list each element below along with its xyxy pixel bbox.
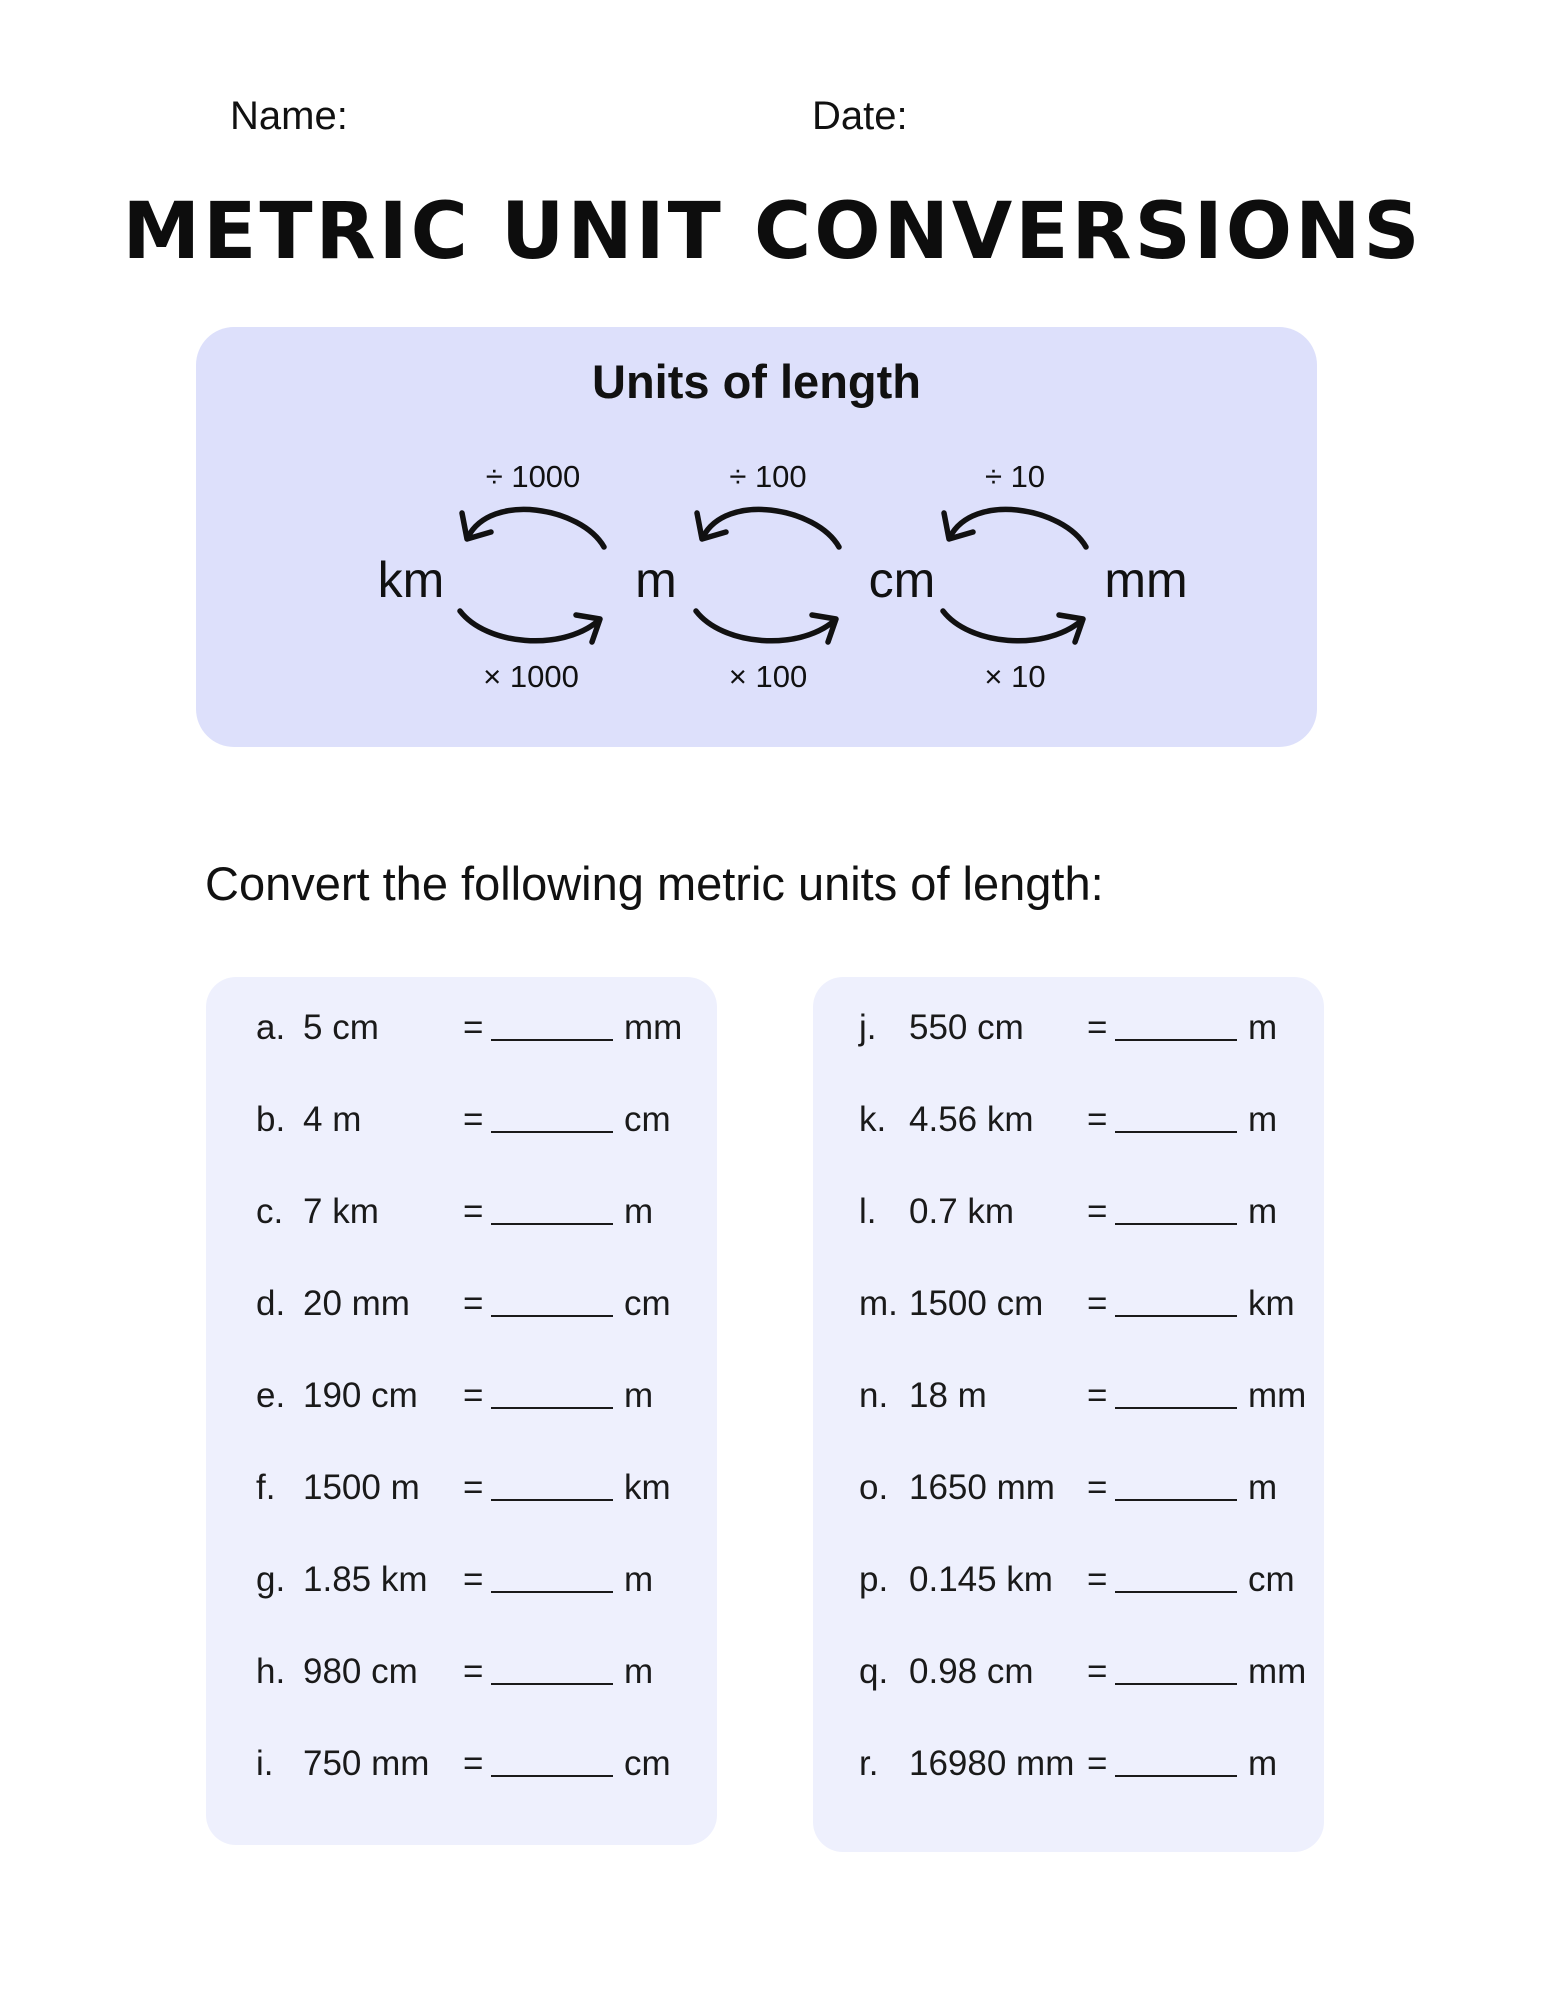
problem-row (813, 1003, 1324, 1053)
multiply-label-10: × 10 (984, 659, 1046, 694)
problem-quantity: 1500 m (303, 1468, 420, 1507)
problem-quantity: 4 m (303, 1100, 362, 1139)
target-unit: m (624, 1376, 654, 1415)
answer-blank[interactable] (1115, 1039, 1237, 1041)
problem-row (206, 1187, 717, 1237)
problem-row (206, 1279, 717, 1329)
problem-row (206, 1095, 717, 1145)
target-unit: m (1248, 1468, 1278, 1507)
equals-sign: = (463, 1468, 484, 1507)
problem-quantity: 5 cm (303, 1008, 379, 1047)
problems-panel-left (206, 977, 717, 1845)
multiply-arrow-icon (943, 611, 1083, 642)
problem-quantity: 980 cm (303, 1652, 418, 1691)
equals-sign: = (463, 1652, 484, 1691)
equals-sign: = (1087, 1560, 1108, 1599)
target-unit: m (1248, 1100, 1278, 1139)
problem-row (813, 1739, 1324, 1789)
problem-row (813, 1095, 1324, 1145)
answer-blank[interactable] (491, 1315, 613, 1317)
problem-letter: a. (256, 1008, 286, 1047)
problem-quantity: 18 m (909, 1376, 987, 1415)
problem-letter: c. (256, 1192, 284, 1231)
answer-blank[interactable] (491, 1131, 613, 1133)
unit-cm: cm (868, 552, 936, 608)
problem-row (813, 1371, 1324, 1421)
problem-quantity: 550 cm (909, 1008, 1024, 1047)
equals-sign: = (463, 1192, 484, 1231)
answer-blank[interactable] (1115, 1683, 1237, 1685)
answer-blank[interactable] (491, 1407, 613, 1409)
answer-blank[interactable] (491, 1775, 613, 1777)
worksheet-title: METRIC UNIT CONVERSIONS (122, 187, 1423, 277)
answer-blank[interactable] (491, 1499, 613, 1501)
problem-row (206, 1003, 717, 1053)
target-unit: m (1248, 1744, 1278, 1783)
problem-quantity: 1500 cm (909, 1284, 1044, 1323)
problem-quantity: 20 mm (303, 1284, 410, 1323)
divide-arrow-icon (697, 509, 839, 547)
divide-label-1000: ÷ 1000 (485, 459, 581, 494)
answer-blank[interactable] (491, 1039, 613, 1041)
answer-blank[interactable] (1115, 1591, 1237, 1593)
problem-row (813, 1555, 1324, 1605)
date-label: Date: (812, 94, 908, 138)
equals-sign: = (1087, 1100, 1108, 1139)
problem-row (206, 1463, 717, 1513)
target-unit: m (624, 1560, 654, 1599)
target-unit: mm (624, 1008, 683, 1047)
problem-letter: h. (256, 1652, 286, 1691)
divide-arrow-icon (462, 509, 604, 547)
problem-quantity: 0.145 km (909, 1560, 1053, 1599)
problem-row (813, 1647, 1324, 1697)
problem-letter: f. (256, 1468, 276, 1507)
problem-quantity: 4.56 km (909, 1100, 1034, 1139)
equals-sign: = (463, 1284, 484, 1323)
problem-letter: o. (859, 1468, 889, 1507)
problem-letter: k. (859, 1100, 887, 1139)
target-unit: mm (1248, 1652, 1307, 1691)
name-label: Name: (230, 94, 348, 138)
divide-label-10: ÷ 10 (984, 459, 1046, 494)
problem-letter: e. (256, 1376, 286, 1415)
problem-letter: n. (859, 1376, 889, 1415)
problem-row (206, 1371, 717, 1421)
units-box-title: Units of length (592, 355, 921, 408)
conversion-diagram (196, 327, 1317, 747)
divide-label-100: ÷ 100 (729, 459, 807, 494)
multiply-label-1000: × 1000 (483, 659, 579, 694)
equals-sign: = (463, 1100, 484, 1139)
answer-blank[interactable] (1115, 1223, 1237, 1225)
equals-sign: = (1087, 1284, 1108, 1323)
problem-letter: d. (256, 1284, 286, 1323)
target-unit: m (1248, 1192, 1278, 1231)
equals-sign: = (463, 1008, 484, 1047)
problem-letter: b. (256, 1100, 286, 1139)
unit-mm: mm (1104, 552, 1188, 608)
problem-row (813, 1279, 1324, 1329)
problem-row (206, 1739, 717, 1789)
multiply-arrow-icon (460, 611, 600, 642)
problem-quantity: 190 cm (303, 1376, 418, 1415)
equals-sign: = (1087, 1744, 1108, 1783)
equals-sign: = (463, 1376, 484, 1415)
equals-sign: = (1087, 1192, 1108, 1231)
answer-blank[interactable] (1115, 1775, 1237, 1777)
problem-quantity: 0.98 cm (909, 1652, 1034, 1691)
problem-quantity: 0.7 km (909, 1192, 1015, 1231)
problem-letter: g. (256, 1560, 286, 1599)
target-unit: m (624, 1652, 654, 1691)
multiply-label-100: × 100 (728, 659, 808, 694)
problem-row (813, 1463, 1324, 1513)
problem-quantity: 750 mm (303, 1744, 430, 1783)
problem-letter: i. (256, 1744, 274, 1783)
multiply-arrow-icon (696, 611, 836, 642)
target-unit: cm (1248, 1560, 1295, 1599)
unit-km: km (377, 552, 445, 608)
answer-blank[interactable] (1115, 1131, 1237, 1133)
answer-blank[interactable] (1115, 1407, 1237, 1409)
divide-arrow-icon (944, 509, 1086, 547)
equals-sign: = (463, 1744, 484, 1783)
answer-blank[interactable] (1115, 1315, 1237, 1317)
answer-blank[interactable] (491, 1591, 613, 1593)
answer-blank[interactable] (1115, 1499, 1237, 1501)
problem-letter: l. (859, 1192, 877, 1231)
problems-panel-right (813, 977, 1324, 1852)
instruction-text: Convert the following metric units of length: (205, 857, 1104, 910)
problem-row (813, 1187, 1324, 1237)
target-unit: cm (624, 1744, 671, 1783)
target-unit: km (624, 1468, 671, 1507)
problem-letter: p. (859, 1560, 889, 1599)
target-unit: m (624, 1192, 654, 1231)
equals-sign: = (1087, 1652, 1108, 1691)
problem-letter: r. (859, 1744, 879, 1783)
problem-letter: j. (859, 1008, 877, 1047)
problem-quantity: 1.85 km (303, 1560, 428, 1599)
answer-blank[interactable] (491, 1683, 613, 1685)
problem-quantity: 7 km (303, 1192, 379, 1231)
equals-sign: = (1087, 1376, 1108, 1415)
unit-m: m (635, 552, 677, 608)
equals-sign: = (1087, 1468, 1108, 1507)
target-unit: cm (624, 1100, 671, 1139)
problem-row (206, 1555, 717, 1605)
target-unit: km (1248, 1284, 1295, 1323)
problem-quantity: 1650 mm (909, 1468, 1055, 1507)
target-unit: cm (624, 1284, 671, 1323)
answer-blank[interactable] (491, 1223, 613, 1225)
target-unit: mm (1248, 1376, 1307, 1415)
equals-sign: = (463, 1560, 484, 1599)
problem-row (206, 1647, 717, 1697)
problem-quantity: 16980 mm (909, 1744, 1075, 1783)
problem-letter: q. (859, 1652, 889, 1691)
target-unit: m (1248, 1008, 1278, 1047)
units-of-length-box (196, 327, 1317, 747)
equals-sign: = (1087, 1008, 1108, 1047)
problem-letter: m. (859, 1284, 898, 1323)
